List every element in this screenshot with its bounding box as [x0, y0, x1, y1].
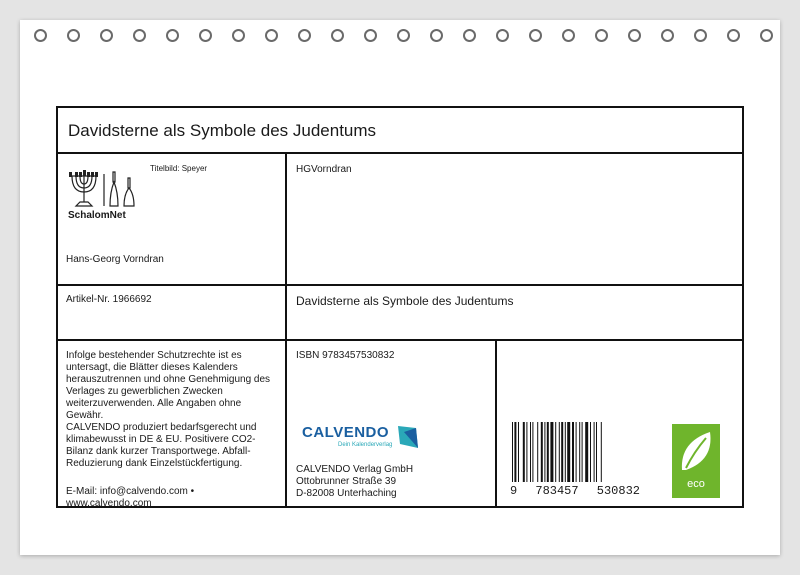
binding-ring: [430, 29, 443, 42]
barcode-bar: [579, 422, 580, 482]
binding-ring: [760, 29, 773, 42]
publisher-street: Ottobrunner Straße 39: [296, 476, 397, 487]
barcode-digit-prefix: 9: [510, 484, 518, 498]
binding-ring: [529, 29, 542, 42]
barcode-bar: [585, 422, 588, 482]
barcode-bar: [518, 422, 519, 482]
binding-ring: [199, 29, 212, 42]
publisher-name: CALVENDO Verlag GmbH: [296, 464, 414, 475]
barcode-bar: [526, 422, 527, 482]
leaf-icon: [672, 424, 720, 480]
barcode-bar: [594, 422, 595, 482]
binding-ring: [34, 29, 47, 42]
barcode-bar: [541, 422, 543, 482]
logo-text: SchalomNet: [68, 210, 126, 221]
binding-ring: [364, 29, 377, 42]
binding-ring: [133, 29, 146, 42]
divider: [58, 284, 742, 286]
publisher-city: D-82008 Unterhaching: [296, 488, 397, 499]
spiral-binding: [0, 0, 800, 40]
barcode-bar: [547, 422, 549, 482]
binding-ring: [397, 29, 410, 42]
barcode-bar: [596, 422, 597, 482]
article-number: Artikel-Nr. 1966692: [66, 294, 152, 305]
subtitle: Davidsterne als Symbole des Judentums: [296, 294, 514, 308]
eco-production-text: CALVENDO produziert bedarfsgerecht und klimabewusst in DE & EU. Positivere CO2-Bilanz dank kurzer Transportwege. Abfall-Reduzierung dank Einzelstückfertigung.: [66, 422, 257, 469]
calvendo-logo: [302, 424, 422, 454]
calvendo-icon: [396, 424, 420, 450]
divider: [58, 339, 742, 341]
barcode-bar: [590, 422, 591, 482]
calendar-title: Davidsterne als Symbole des Judentums: [68, 121, 377, 140]
binding-ring: [628, 29, 641, 42]
barcode-bar: [537, 422, 538, 482]
calvendo-tagline: Dein Kalenderverlag: [338, 442, 393, 448]
binding-ring: [694, 29, 707, 42]
barcode-bar: [582, 422, 583, 482]
binding-ring: [100, 29, 113, 42]
isbn: ISBN 9783457530832: [296, 350, 395, 361]
schalomnet-logo: [66, 162, 146, 224]
barcode-bar: [555, 422, 556, 482]
barcode-digits-right: 530832: [596, 484, 640, 498]
binding-ring: [298, 29, 311, 42]
barcode-bar: [561, 422, 563, 482]
barcode-bar: [550, 422, 553, 482]
eco-badge: [672, 424, 720, 498]
binding-ring: [232, 29, 245, 42]
binding-ring: [463, 29, 476, 42]
menorah-icon: [66, 162, 142, 210]
barcode-bar: [559, 422, 560, 482]
contact-info: E-Mail: info@calvendo.com • www.calvendo.com: [66, 486, 195, 509]
barcode-digits-left: 783457: [535, 484, 579, 498]
binding-ring: [265, 29, 278, 42]
barcode-bar: [565, 422, 566, 482]
cover-caption: Titelbild: Speyer: [150, 164, 208, 173]
binding-ring: [562, 29, 575, 42]
author-name: Hans-Georg Vorndran: [66, 254, 164, 265]
eco-label: eco: [687, 478, 705, 490]
barcode-bar: [514, 422, 516, 482]
barcode: [510, 422, 640, 500]
barcode-bar: [523, 422, 525, 482]
binding-ring: [595, 29, 608, 42]
divider: [58, 152, 742, 154]
binding-ring: [727, 29, 740, 42]
barcode-bars: [510, 422, 640, 482]
barcode-bar: [530, 422, 531, 482]
barcode-bar: [572, 422, 574, 482]
divider: [285, 152, 287, 506]
binding-ring: [67, 29, 80, 42]
photographer: HGVorndran: [296, 164, 352, 175]
info-table: [56, 106, 744, 508]
barcode-bar: [567, 422, 570, 482]
calvendo-logo-text: CALVENDO: [302, 424, 390, 441]
barcode-bar: [544, 422, 545, 482]
legal-text: Infolge bestehender Schutzrechte ist es untersagt, die Blätter dieses Kalenders herauszutrennen und ohne Genehmigung des Verlages zu gewerblichen Zwecken weiterzuverwenden. Alle Angaben ohne Gewähr.: [66, 350, 271, 421]
barcode-bar: [601, 422, 602, 482]
binding-ring: [331, 29, 344, 42]
binding-ring: [661, 29, 674, 42]
binding-ring: [166, 29, 179, 42]
barcode-bar: [532, 422, 533, 482]
binding-ring: [496, 29, 509, 42]
barcode-bar: [576, 422, 577, 482]
divider: [495, 339, 497, 506]
barcode-bar: [512, 422, 513, 482]
